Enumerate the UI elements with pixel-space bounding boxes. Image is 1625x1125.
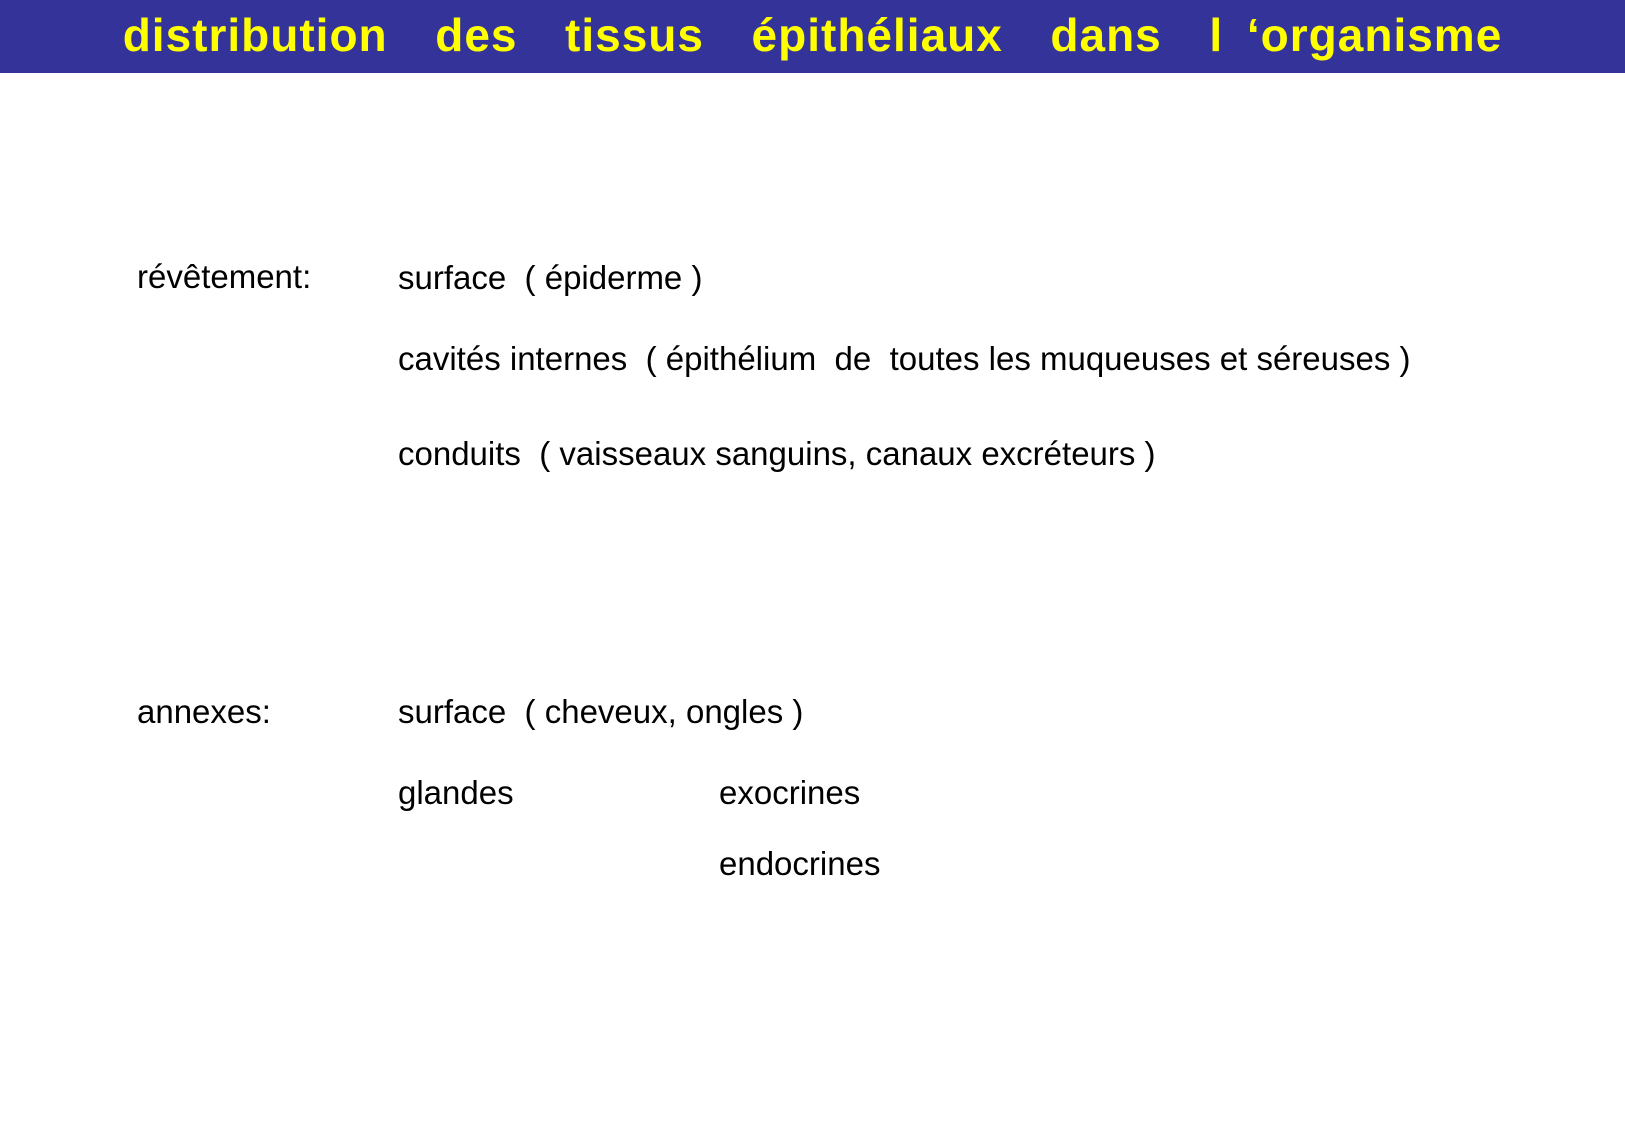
revetement-item: conduits ( vaisseaux sanguins, canaux excréteurs ) (398, 435, 1156, 472)
section-label-revetement: révêtement: (137, 258, 312, 295)
revetement-item: surface ( épiderme ) (398, 259, 703, 296)
annexes-item: surface ( cheveux, ongles ) (398, 693, 804, 730)
slide-title: distribution des tissus épithéliaux dans l ‘organisme (122, 9, 1503, 61)
glandes-type: endocrines (719, 845, 881, 882)
revetement-item: cavités internes ( épithélium de toutes les muqueuses et séreuses ) (398, 340, 1411, 377)
glandes-type: exocrines (719, 774, 861, 811)
annexes-item: glandes (398, 774, 514, 811)
section-label-annexes: annexes: (137, 693, 271, 730)
